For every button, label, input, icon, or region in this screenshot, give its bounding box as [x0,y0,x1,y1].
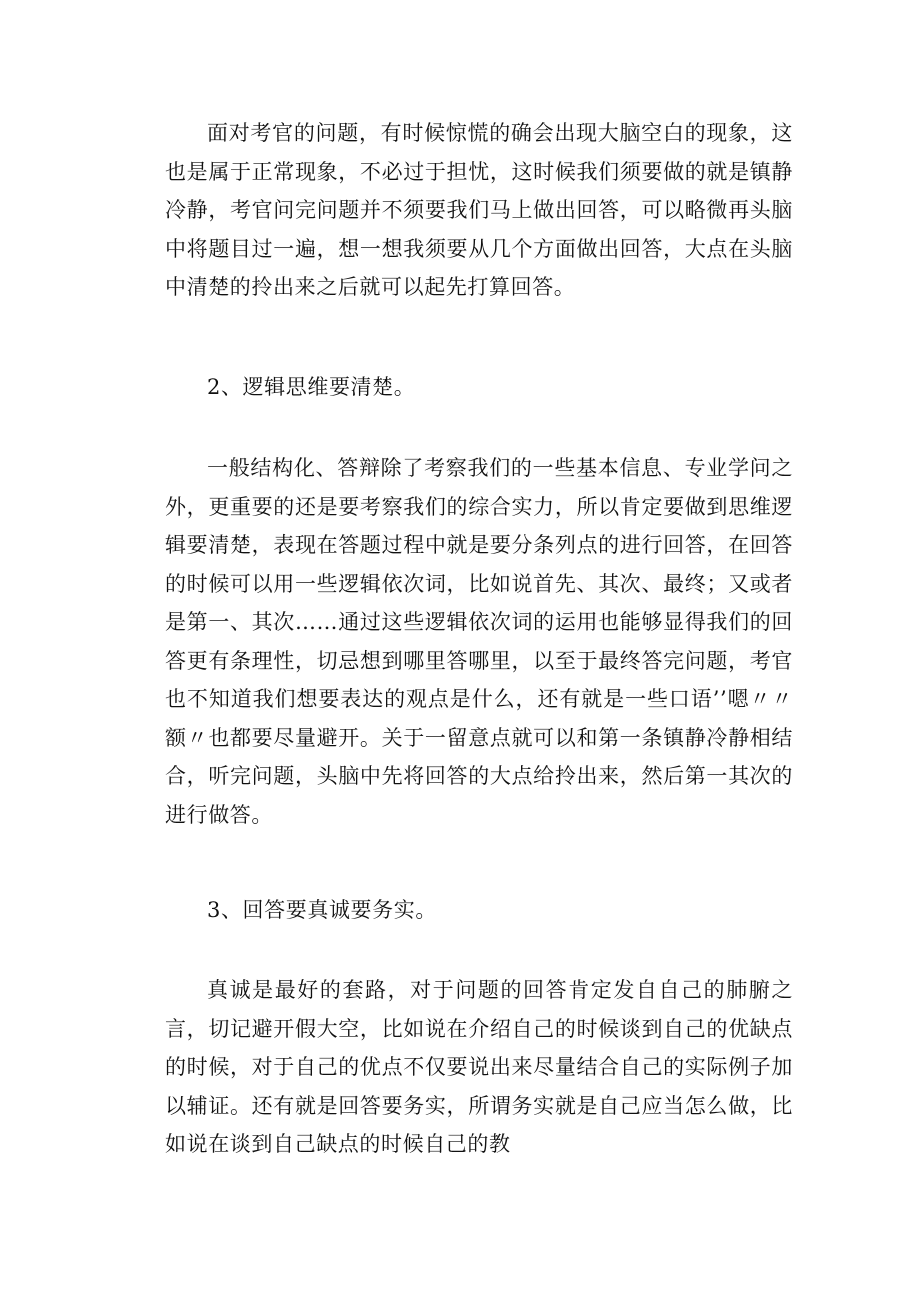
section-heading-3: 3、回答要真诚要务实。 [207,898,437,922]
body-paragraph-3: 真诚是最好的套路，对于问题的回答肯定发自自己的肺腑之言，切记避开假大空，比如说在介绍自己的时候谈到自己的优缺点的时候，对于自己的优点不仅要说出来尽量结合自己的实际例子加以辅证。还有就是回答要务实，所谓务实就是自己应当怎么做，比如说在谈到自己缺点的时候自己的教 [165,978,793,1156]
body-paragraph-2: 一般结构化、答辩除了考察我们的一些基本信息、专业学问之外，更重要的还是要考察我们的综合实力，所以肯定要做到思维逻辑要清楚，表现在答题过程中就是要分条列点的进行回答，在回答的时候可以用一些逻辑依次词，比如说首先、其次、最终；又或者是第一、其次……通过这些逻辑依次词的运用也能够显得我们的回答更有条理性，切忌想到哪里答哪里，以至于最终答完问题，考官也不知道我们想要表达的观点是什么，还有就是一些口语’’嗯〃〃额〃也都要尽量避开。关于一留意点就可以和第一条镇静冷静相结合，听完问题，头脑中先将回答的大点给拎出来，然后第一其次的进行做答。 [165,456,793,827]
section-heading-2: 2、逻辑思维要清楚。 [207,375,416,399]
body-paragraph-1: 面对考官的问题，有时候惊慌的确会出现大脑空白的现象，这也是属于正常现象，不必过于担忧，这时候我们须要做的就是镇静冷静，考官问完问题并不须要我们马上做出回答，可以略微再头脑中将题目过一遍，想一想我须要从几个方面做出回答，大点在头脑中清楚的拎出来之后就可以起先打算回答。 [165,121,793,299]
